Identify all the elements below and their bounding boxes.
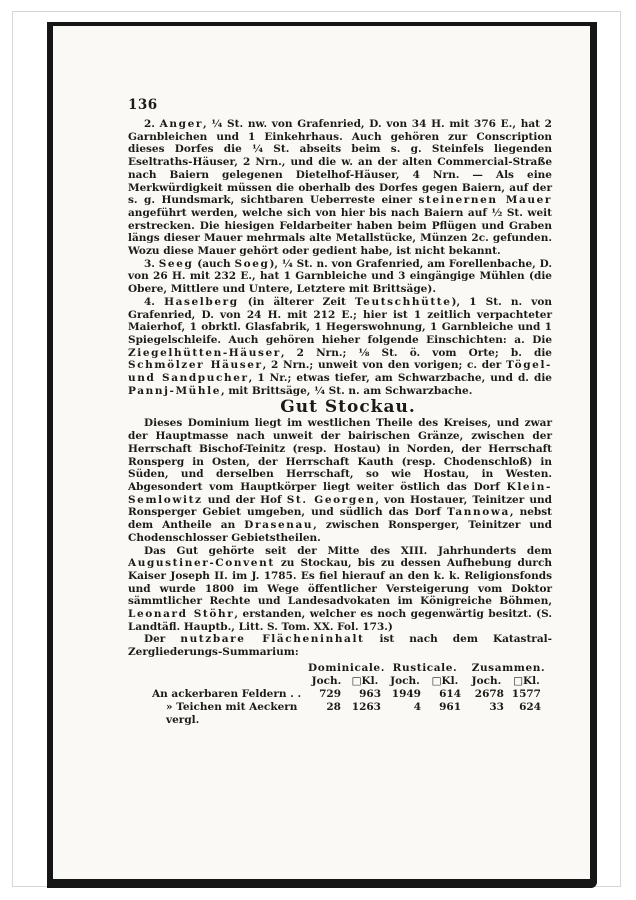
- table-row: [128, 701, 552, 727]
- table-unit-header-row: [128, 675, 552, 688]
- table-cell: 2678: [474, 687, 504, 700]
- table-unit-header: □Kl.: [513, 674, 540, 687]
- table-cell: 614: [439, 687, 461, 700]
- table-cell: 1577: [511, 687, 541, 700]
- table-cell: 1949: [391, 687, 421, 700]
- paragraph-location: Dieses Dominium liegt im westlichen Theile des Kreises, und zwar der Hauptmasse nach unweit der bairischen Gränze, zwischen der Herrschaft Bischof-Teinitz (resp. Hostau) in Norden, der Herrschaft Ronsperg in Osten, der Herrschaft Kauth (resp. Chodenschloß) in Süden, und derselben Herrschaft, so wie Hostau, in Westen. Abgesondert vom Hauptkörper liegt weiter östlich das Dorf Klein-Semlowitz und der Hof St. Georgen, von Hostauer, Teinitzer und Ronsperger Gebiet umgeben, und südlich das Dorf Tannowa, nebst dem Antheile an Drasenau, zwischen Ronsperger, Teinitzer und Chodenschlosser Gebietstheilen.: [128, 417, 553, 544]
- table-corner-cell: [128, 662, 308, 675]
- table-group-header-rusticale: Rusticale.: [392, 661, 458, 674]
- table-unit-header: Joch.: [471, 674, 502, 687]
- book-page-frame: [47, 22, 597, 888]
- table-corner-cell: [128, 675, 308, 688]
- area-table: [128, 662, 552, 727]
- table-unit-header: □Kl.: [431, 674, 459, 687]
- paragraph-area-intro: Der nutzbare Flächeninhalt ist nach dem Katastral-Zergliederungs-Summarium:: [128, 633, 552, 659]
- table-cell: 963: [359, 687, 381, 700]
- paragraph-seeg: 3. Seeg (auch Soeg), ¼ St. n. von Grafenried, am Forellenbache, D. von 26 H. mit 232 E., hat 1 Garnbleiche und 3 eingängige Mühlen (die Obere, Mittlere und Untere, Letztere mit Brittsäge).: [128, 257, 552, 296]
- page-number: 136: [128, 97, 158, 113]
- table-group-header-zusammen: Zusammen.: [471, 661, 546, 674]
- table-unit-header: Joch.: [390, 674, 420, 687]
- table-cell: 961: [439, 700, 461, 713]
- table-cell: 624: [519, 700, 541, 713]
- table-unit-header: Joch.: [311, 674, 342, 687]
- table-row-label: » Teichen mit Aeckern vergl.: [166, 700, 298, 726]
- paragraph-haselberg: 4. Haselberg (in älterer Zeit Teutschhütte), 1 St. n. von Grafenried, D. von 24 H. mit 212 E.; hier ist 1 zeitlich verpachteter Maierhof, 1 obrktl. Glasfabrik, 1 Hegerswohnung, 1 Garnbleiche und 1 Spiegelschleife. Auch gehören hieher folgende Einschichten: a. Die Ziegelhütten-Häuser, 2 Nrn.; ⅛ St. ö. vom Orte; b. die Schmölzer Häuser, 2 Nrn.; unweit von den vorigen; c. der Tögel- und Sandpucher, 1 Nr.; etwas tiefer, am Schwarzbache, und d. die Pannj-Mühle, mit Brittsäge, ¼ St. n. am Schwarzbache.: [128, 295, 553, 397]
- table-group-header-dominicale: Dominicale.: [308, 661, 385, 674]
- table-cell: 28: [326, 700, 341, 713]
- table-cell: 4: [413, 700, 421, 713]
- page-content: [128, 98, 552, 727]
- paragraph-anger: 2. Anger, ¼ St. nw. von Grafenried, D. von 34 H. mit 376 E., hat 2 Garnbleichen und 1 Einkehrhaus. Auch gehören zur Conscription dieses Dorfes die ¼ St. abseits beim s. g. Steinfels liegenden Eseltraths-Häuser, 2 Nrn., und die w. an der alten Commercial-Straße nach Baiern gelegenen Dietelhof-Häuser, 4 Nrn. — Als eine Merkwürdigkeit müssen die oberhalb des Dorfes gegen Baiern, auf der s. g. Hundsmark, sichtbaren Ueberreste einer steinernen Mauer angeführt werden, welche sich von hier bis nach Baiern auf ½ St. weit erstrecken. Die hiesigen Feldarbeiter haben beim Pflügen und Graben längs dieser Mauer mehrmals alte Metallstücke, Münzen 2c. gefunden. Wozu diese Mauer gehört oder gedient habe, ist nicht bekannt.: [128, 118, 552, 258]
- section-heading: Gut Stockau.: [280, 397, 416, 418]
- table-group-header-row: [128, 662, 552, 675]
- table-row-label: An ackerbaren Feldern . .: [152, 687, 302, 700]
- table-unit-header: □Kl.: [351, 674, 379, 687]
- table-cell: 729: [319, 687, 341, 700]
- paragraph-history: Das Gut gehörte seit der Mitte des XIII. Jahrhunderts dem Augustiner-Convent zu Stockau, bis zu dessen Aufhebung durch Kaiser Joseph II. im J. 1785. Es fiel hierauf an den k. k. Religionsfonds und wurde 1800 im Wege öffentlicher Versteigerung vom Doktor sämmtlicher Rechte und Landesadvokaten im Königreiche Böhmen, Leonard Stöhr, erstanden, welcher es noch gegenwärtig besitzt. (S. Landtäfl. Hauptb., Litt. S. Tom. XX. Fol. 173.): [128, 544, 552, 633]
- table-cell: 1263: [351, 700, 381, 713]
- table-cell: 33: [489, 700, 504, 713]
- scan-sheet: [12, 11, 621, 887]
- table-row: [128, 688, 552, 701]
